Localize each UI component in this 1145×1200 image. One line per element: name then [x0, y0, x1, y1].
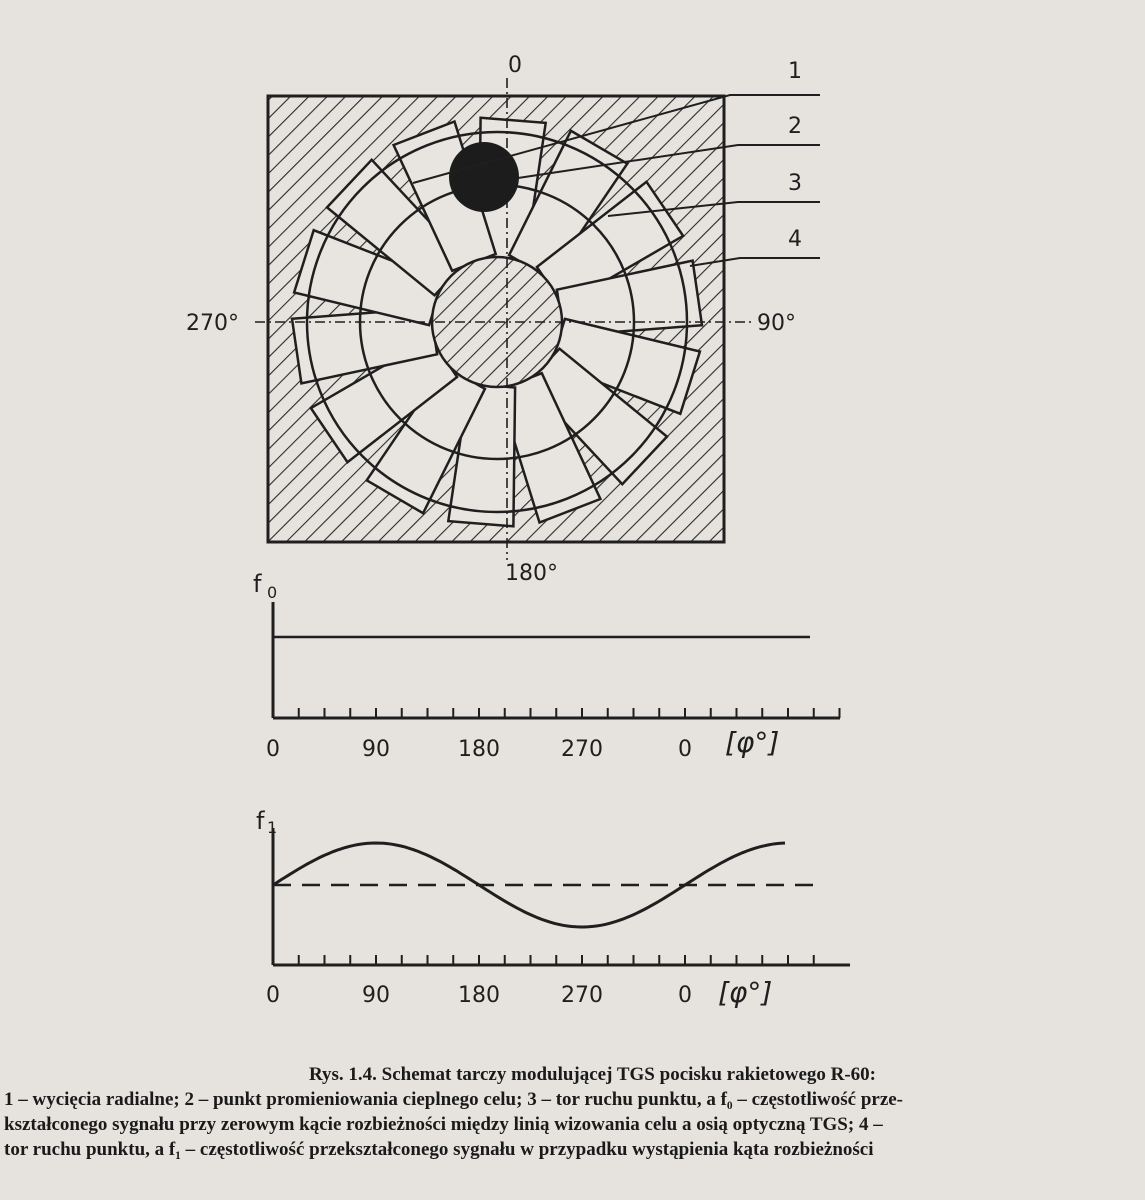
x-tick-label: 90 — [362, 983, 390, 1008]
plot-f1-axis-name: f — [256, 807, 265, 835]
plot-f1-axis-sub: 1 — [267, 818, 278, 837]
x-tick-label: 270 — [561, 983, 603, 1008]
plot-f1 — [256, 807, 850, 1009]
plot-f0-axis-sub: 0 — [267, 583, 278, 602]
caption-title: Rys. 1.4. Schemat tarczy modulującej TGS pocisku rakietowego R-60: — [308, 1064, 876, 1085]
x-tick-label: 180 — [458, 737, 500, 762]
figure-caption — [0, 1062, 1145, 1162]
angle-label-right: 90° — [757, 311, 796, 336]
angle-label-bottom: 180° — [505, 561, 558, 586]
x-tick-label: 90 — [362, 737, 390, 762]
caption-line-1: 1 – wycięcia radialne; 2 – punkt promieniowania cieplnego celu; 3 – tor ruchu punktu, a f₀ – częstotliwość prze- — [4, 1089, 904, 1110]
caption-line-2: kształconego sygnału przy zerowym kącie rozbieżności między linią wizowania celu a osią optyczną TGS; 4 – — [4, 1114, 883, 1135]
callout-2: 2 — [788, 114, 802, 139]
plot-f0-x-unit: [φ°] — [725, 726, 780, 759]
heat-point — [449, 142, 519, 212]
x-tick-label: 0 — [266, 737, 280, 762]
plot-f0 — [253, 570, 840, 762]
caption-line-3: tor ruchu punktu, a f₁ – częstotliwość przekształconego sygnału w przypadku wystąpienia kąta rozbieżności — [4, 1139, 874, 1160]
callout-1: 1 — [788, 59, 802, 84]
angle-label-top: 0 — [508, 53, 522, 78]
callout-3: 3 — [788, 171, 802, 196]
x-tick-label: 0 — [266, 983, 280, 1008]
x-tick-label: 0 — [678, 983, 692, 1008]
x-tick-label: 270 — [561, 737, 603, 762]
plot-f1-x-unit: [φ°] — [718, 976, 773, 1009]
plot-f0-axis-name: f — [253, 570, 262, 598]
callout-4: 4 — [788, 227, 802, 252]
x-tick-label: 0 — [678, 737, 692, 762]
angle-label-left: 270° — [186, 311, 239, 336]
x-tick-label: 180 — [458, 983, 500, 1008]
